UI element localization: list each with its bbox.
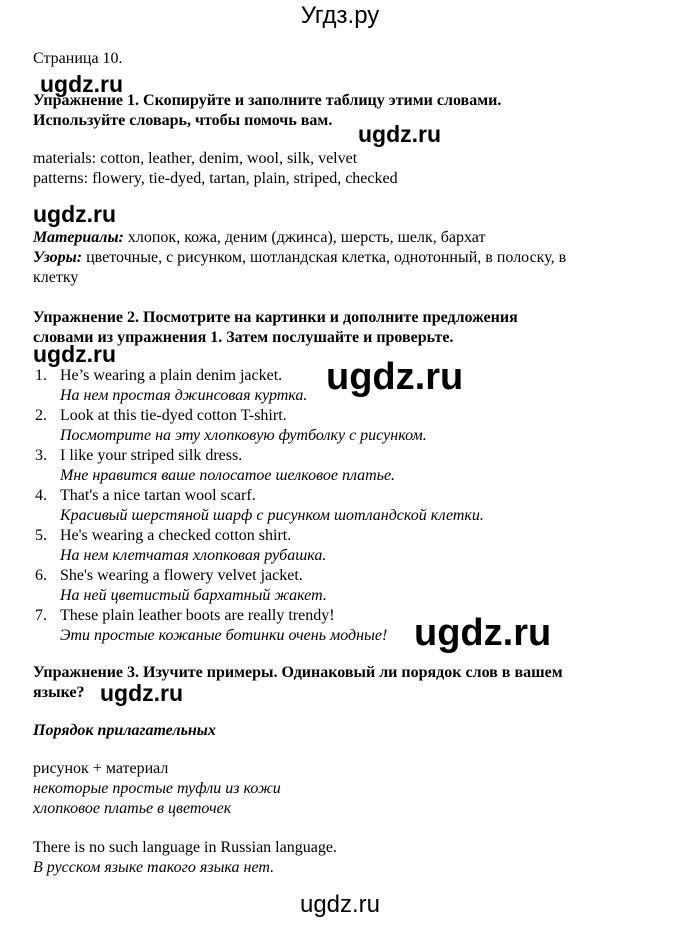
watermark: ugdz.ru bbox=[414, 612, 552, 654]
patterns-ru bbox=[33, 248, 566, 268]
list-item bbox=[0, 486, 680, 526]
item-number: 6. bbox=[35, 567, 47, 584]
list-item bbox=[0, 606, 680, 646]
materials-label: Материалы: bbox=[33, 229, 124, 246]
item-number: 5. bbox=[35, 527, 47, 544]
list-item bbox=[0, 566, 680, 606]
footer-watermark: ugdz.ru bbox=[299, 891, 381, 918]
item-en: Look at this tie-dyed cotton T-shirt. bbox=[60, 407, 287, 424]
exercise3-answer-ru: В русском языке такого языка нет. bbox=[33, 859, 275, 876]
exercise3-title-line1: Упражнение 3. Изучите примеры. Одинаковый ли порядок слов в вашем bbox=[33, 664, 563, 681]
patterns-label: Узоры: bbox=[33, 249, 83, 266]
exercise1-title-line2: Используйте словарь, чтобы помочь вам. bbox=[33, 112, 333, 129]
exercise3-formula: рисунок + материал bbox=[33, 760, 169, 777]
materials-ru-text: хлопок, кожа, деним (джинса), шерсть, шелк, бархат bbox=[123, 229, 486, 246]
patterns-en: patterns: flowery, tie-dyed, tartan, plain, striped, checked bbox=[33, 170, 398, 187]
exercise1-title-line1: Упражнение 1. Скопируйте и заполните таблицу этими словами. bbox=[33, 92, 502, 109]
item-en: These plain leather boots are really trendy! bbox=[60, 607, 335, 624]
item-en: I like your striped silk dress. bbox=[60, 447, 243, 464]
item-ru: Эти простые кожаные ботинки очень модные! bbox=[60, 627, 388, 644]
patterns-ru-text: цветочные, с рисунком, шотландская клетка, однотонный, в полоску, в bbox=[82, 249, 567, 266]
watermark: ugdz.ru bbox=[40, 71, 124, 97]
item-number: 1. bbox=[35, 367, 47, 384]
item-ru: На ней цветистый бархатный жакет. bbox=[60, 587, 327, 604]
item-number: 7. bbox=[35, 607, 47, 624]
materials-ru bbox=[33, 228, 485, 248]
exercise2-title-line2: словами из упражнения 1. Затем послушайте и проверьте. bbox=[33, 329, 454, 346]
item-number: 4. bbox=[35, 487, 47, 504]
exercise2-list bbox=[0, 366, 680, 646]
watermark: ugdz.ru bbox=[326, 356, 464, 398]
item-ru: Мне нравится ваше полосатое шелковое платье. bbox=[60, 467, 396, 484]
item-en: She's wearing a flowery velvet jacket. bbox=[60, 567, 303, 584]
materials-en: materials: cotton, leather, denim, wool, silk, velvet bbox=[33, 150, 358, 167]
list-item bbox=[0, 526, 680, 566]
item-ru: Красивый шерстяной шарф с рисунком шотландской клетки. bbox=[60, 507, 484, 524]
item-ru: На нем простая джинсовая куртка. bbox=[60, 387, 308, 404]
exercise3-answer-en: There is no such language in Russian language. bbox=[33, 839, 337, 856]
item-en: That's a nice tartan wool scarf. bbox=[60, 487, 256, 504]
exercise3-subheading: Порядок прилагательных bbox=[33, 722, 216, 739]
watermark: ugdz.ru bbox=[100, 680, 184, 706]
exercise2-title-line1: Упражнение 2. Посмотрите на картинки и дополните предложения bbox=[33, 309, 518, 326]
exercise3-example2: хлопковое платье в цветочек bbox=[33, 800, 232, 817]
item-en: He's wearing a checked cotton shirt. bbox=[60, 527, 292, 544]
item-ru: На нем клетчатая хлопковая рубашка. bbox=[60, 547, 327, 564]
list-item bbox=[0, 406, 680, 446]
item-en: He’s wearing a plain denim jacket. bbox=[60, 367, 283, 384]
exercise3-example1: некоторые простые туфли из кожи bbox=[33, 780, 281, 797]
patterns-ru-line2: клетку bbox=[33, 269, 79, 286]
exercise3-title-line2: языке? bbox=[33, 684, 85, 701]
watermark: ugdz.ru bbox=[358, 121, 442, 147]
item-number: 2. bbox=[35, 407, 47, 424]
site-header-title: Угдз.ру bbox=[300, 2, 380, 29]
item-number: 3. bbox=[35, 447, 47, 464]
watermark: ugdz.ru bbox=[33, 201, 117, 227]
item-ru: Посмотрите на эту хлопковую футболку с рисунком. bbox=[60, 427, 427, 444]
list-item bbox=[0, 446, 680, 486]
watermark: ugdz.ru bbox=[33, 341, 117, 367]
page-label: Страница 10. bbox=[33, 50, 123, 67]
